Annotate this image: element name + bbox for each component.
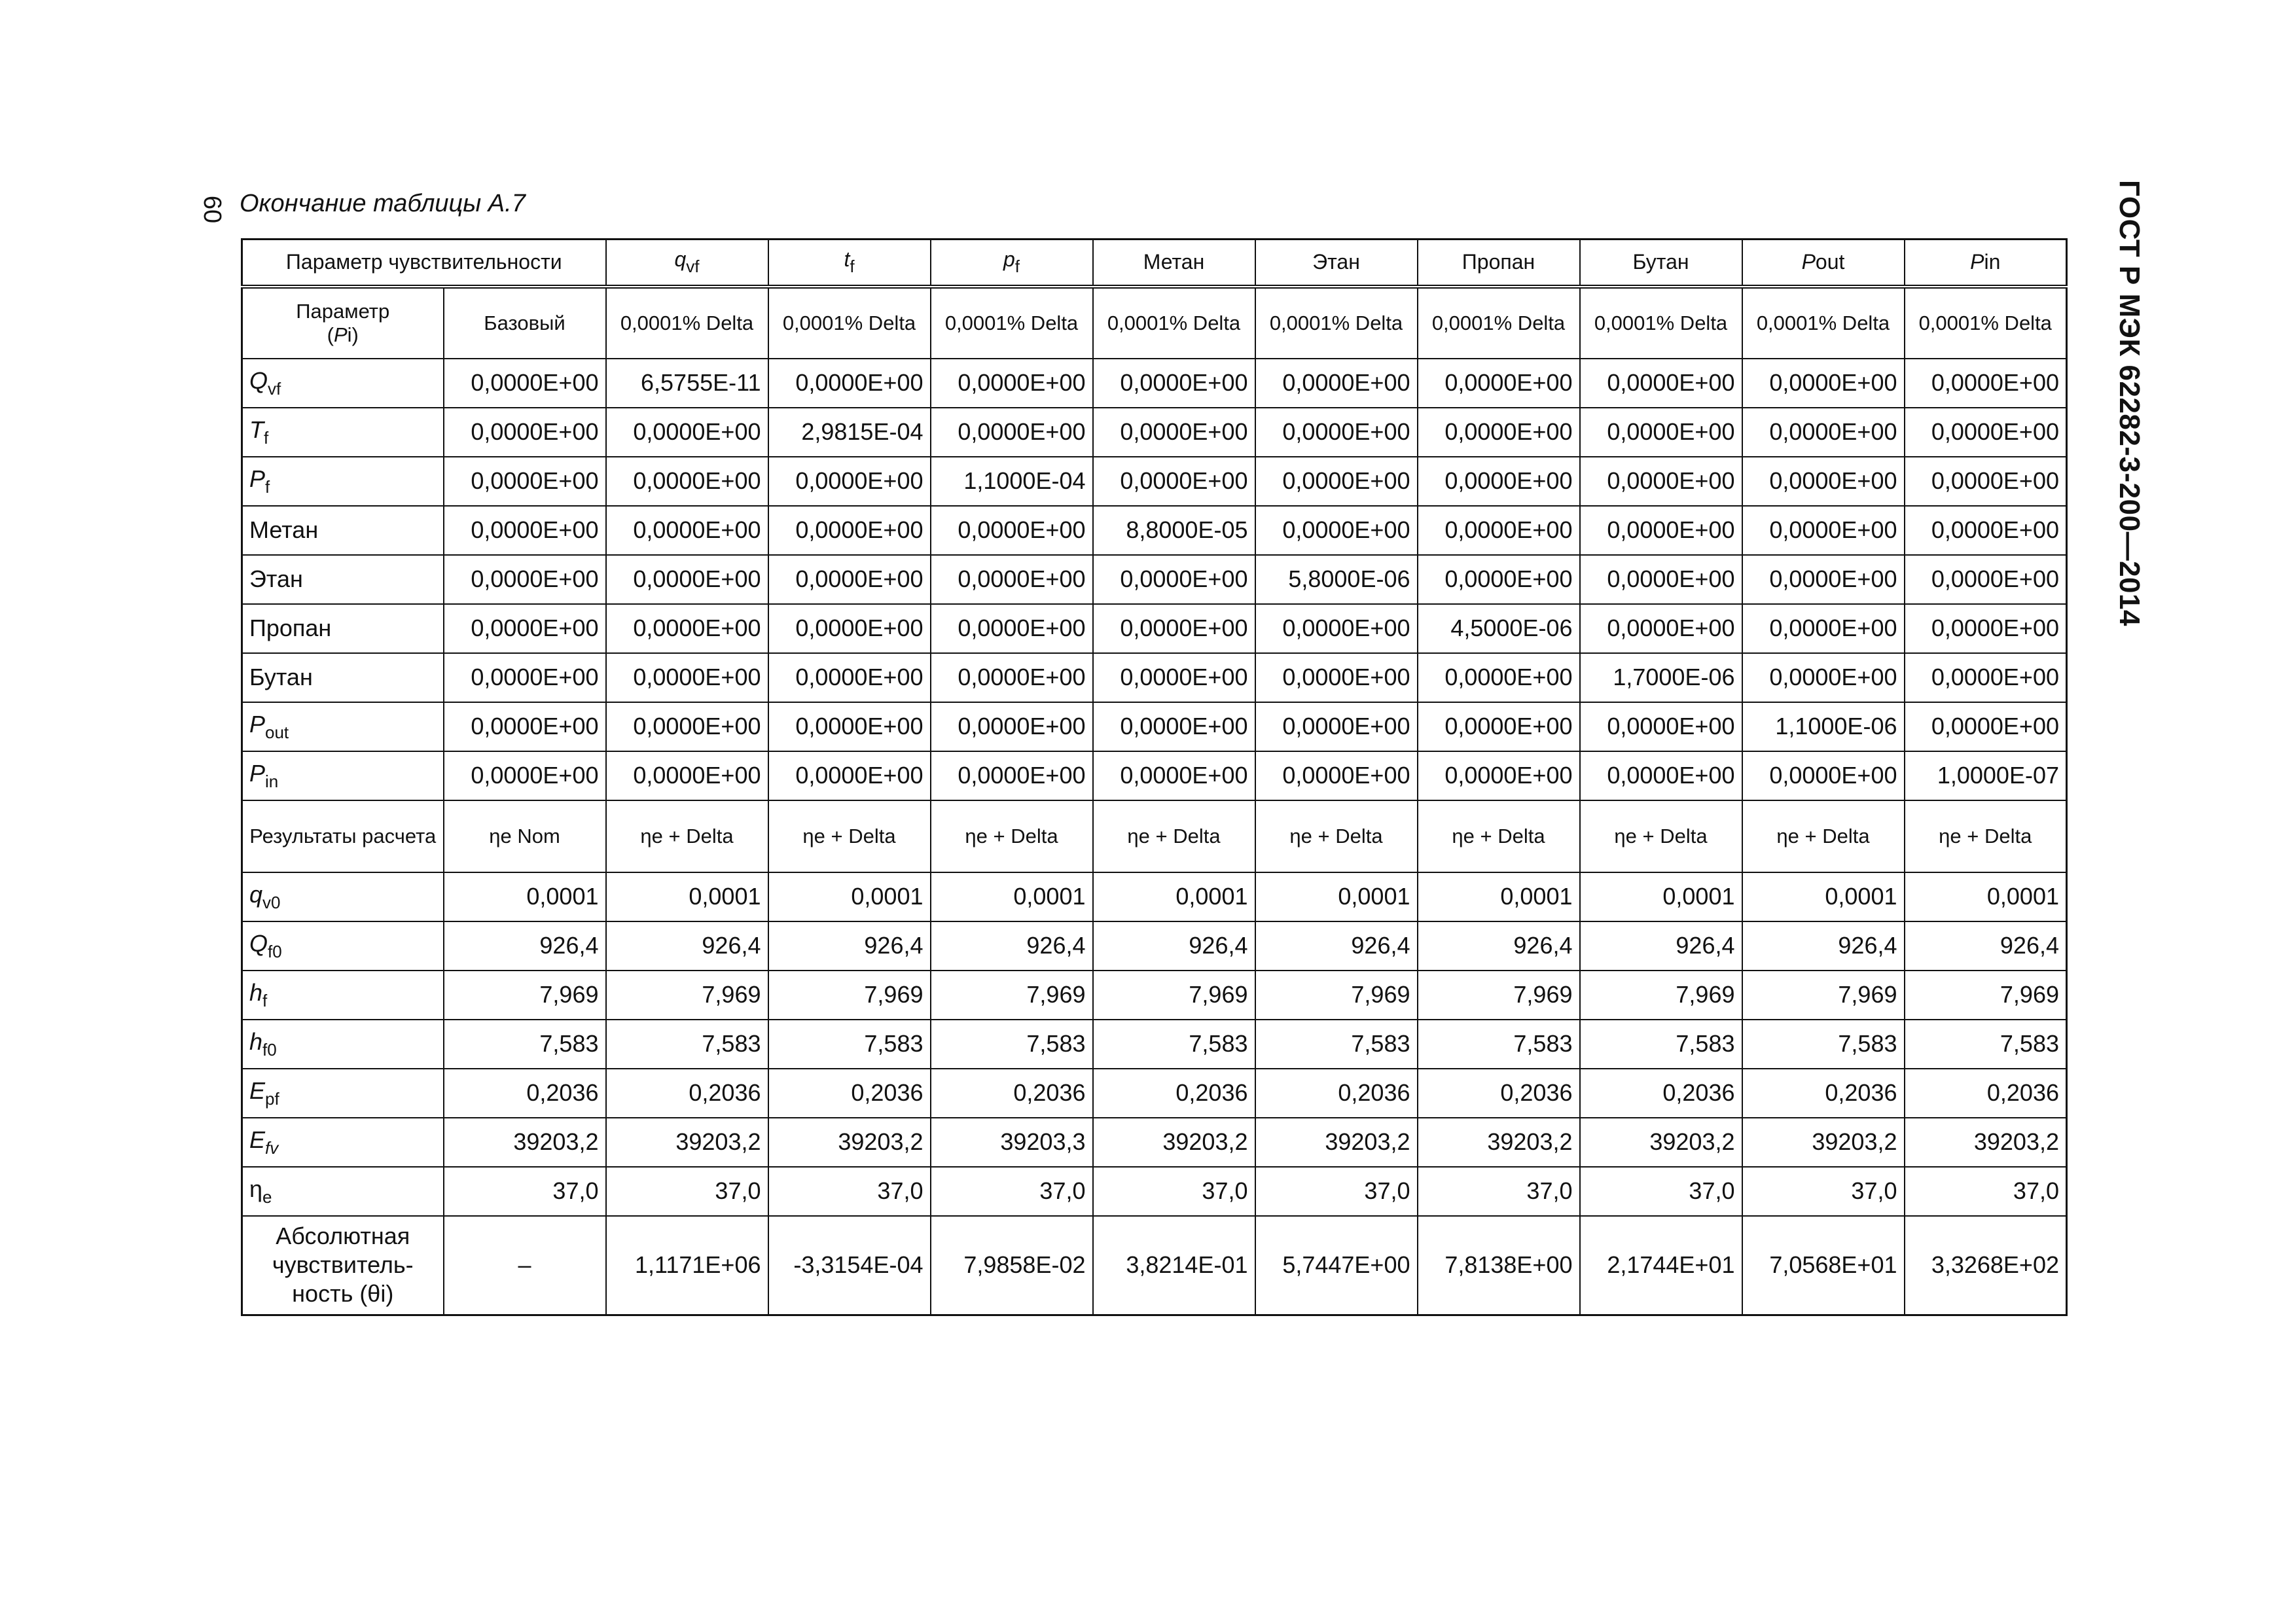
param-value: 0,0000E+00 bbox=[1742, 604, 1905, 653]
result-value: 926,4 bbox=[931, 921, 1093, 971]
param-value: 0,0000E+00 bbox=[1905, 506, 2067, 555]
result-row bbox=[242, 872, 2067, 921]
param-value: 0,0000E+00 bbox=[931, 702, 1093, 751]
param-value: 0,0000E+00 bbox=[1418, 751, 1580, 800]
result-value: 7,969 bbox=[1905, 971, 2067, 1020]
result-value: 7,583 bbox=[1742, 1020, 1905, 1069]
column-header: Пропан bbox=[1418, 240, 1580, 287]
page-number: 60 bbox=[198, 195, 226, 224]
param-value: 0,0000E+00 bbox=[931, 604, 1093, 653]
results-header-delta: ηe + Delta bbox=[1580, 800, 1742, 872]
result-value: 0,0001 bbox=[1255, 872, 1418, 921]
row-label-subscript: fv bbox=[265, 1137, 279, 1158]
result-value: 39203,2 bbox=[1093, 1118, 1255, 1167]
row-label-symbol: P bbox=[249, 759, 266, 787]
param-value: 0,0000E+00 bbox=[1255, 506, 1418, 555]
row-label-subscript: f0 bbox=[262, 1039, 277, 1060]
param-value: 1,1000E-06 bbox=[1742, 702, 1905, 751]
param-value: 0,0000E+00 bbox=[1093, 457, 1255, 506]
row-label-symbol: P bbox=[249, 465, 266, 492]
param-row bbox=[242, 751, 2067, 800]
column-header: Бутан bbox=[1580, 240, 1742, 287]
row-label: Метан bbox=[242, 506, 444, 555]
param-value: 0,0000E+00 bbox=[931, 751, 1093, 800]
param-value: 0,0000E+00 bbox=[1093, 359, 1255, 408]
header-row bbox=[242, 240, 2067, 287]
param-value: 0,0000E+00 bbox=[444, 555, 606, 604]
result-value: 7,583 bbox=[1418, 1020, 1580, 1069]
row-label-symbol: h bbox=[249, 1027, 263, 1055]
row-label-symbol: T bbox=[249, 416, 264, 443]
param-value: 0,0000E+00 bbox=[1418, 506, 1580, 555]
row-label-symbol: h bbox=[249, 978, 263, 1006]
param-value: 0,0000E+00 bbox=[768, 506, 931, 555]
row-label bbox=[242, 1020, 444, 1069]
param-value: 0,0000E+00 bbox=[1580, 457, 1742, 506]
param-value: 0,0000E+00 bbox=[1905, 702, 2067, 751]
column-header bbox=[768, 240, 931, 287]
result-value: 37,0 bbox=[444, 1167, 606, 1216]
column-subscript: f bbox=[850, 257, 855, 277]
param-value: 0,0000E+00 bbox=[1255, 457, 1418, 506]
result-value: 7,583 bbox=[1905, 1020, 2067, 1069]
param-value: 0,0000E+00 bbox=[1580, 604, 1742, 653]
param-value: 0,0000E+00 bbox=[444, 506, 606, 555]
sensitivity-value: 3,8214E-01 bbox=[1093, 1216, 1255, 1315]
result-value: 926,4 bbox=[768, 921, 931, 971]
param-value: 0,0000E+00 bbox=[1580, 555, 1742, 604]
result-value: 0,2036 bbox=[1905, 1069, 2067, 1118]
param-value: 0,0000E+00 bbox=[1418, 408, 1580, 457]
param-value: 0,0000E+00 bbox=[1905, 604, 2067, 653]
row-label-symbol: P bbox=[249, 710, 266, 738]
result-value: 7,969 bbox=[1255, 971, 1418, 1020]
result-value: 7,583 bbox=[1093, 1020, 1255, 1069]
param-value: 0,0000E+00 bbox=[1418, 359, 1580, 408]
result-value: 0,0001 bbox=[768, 872, 931, 921]
result-value: 7,969 bbox=[931, 971, 1093, 1020]
param-value: 0,0000E+00 bbox=[768, 751, 931, 800]
param-value: 0,0000E+00 bbox=[1255, 359, 1418, 408]
param-value: 0,0000E+00 bbox=[606, 408, 768, 457]
result-value: 37,0 bbox=[606, 1167, 768, 1216]
param-value: 8,8000E-05 bbox=[1093, 506, 1255, 555]
sensitivity-base: – bbox=[444, 1216, 606, 1315]
result-value: 37,0 bbox=[1742, 1167, 1905, 1216]
row-label bbox=[242, 457, 444, 506]
row-label: Пропан bbox=[242, 604, 444, 653]
result-value: 0,0001 bbox=[1580, 872, 1742, 921]
param-header-delta: 0,0001% Delta bbox=[768, 287, 931, 359]
param-value: 0,0000E+00 bbox=[1905, 408, 2067, 457]
row-label: Этан bbox=[242, 555, 444, 604]
row-label-subscript: f bbox=[265, 476, 270, 497]
param-header-delta: 0,0001% Delta bbox=[1255, 287, 1418, 359]
param-value: 0,0000E+00 bbox=[1093, 702, 1255, 751]
row-label-subscript: vf bbox=[268, 378, 281, 399]
result-value: 7,583 bbox=[931, 1020, 1093, 1069]
param-value: 0,0000E+00 bbox=[606, 751, 768, 800]
column-symbol: q bbox=[674, 247, 687, 272]
param-value: 0,0000E+00 bbox=[606, 506, 768, 555]
result-value: 926,4 bbox=[1093, 921, 1255, 971]
column-symbol: P bbox=[1801, 250, 1816, 274]
param-value: 0,0000E+00 bbox=[1580, 506, 1742, 555]
result-value: 39203,2 bbox=[1580, 1118, 1742, 1167]
column-header: Метан bbox=[1093, 240, 1255, 287]
param-value: 0,0000E+00 bbox=[1093, 751, 1255, 800]
column-symbol: p bbox=[1003, 247, 1015, 272]
result-value: 37,0 bbox=[1418, 1167, 1580, 1216]
result-value: 0,2036 bbox=[931, 1069, 1093, 1118]
column-symbol: P bbox=[1970, 250, 1984, 274]
param-value: 0,0000E+00 bbox=[444, 751, 606, 800]
result-value: 0,0001 bbox=[1742, 872, 1905, 921]
param-value: 0,0000E+00 bbox=[1742, 751, 1905, 800]
param-value: 6,5755E-11 bbox=[606, 359, 768, 408]
param-value: 0,0000E+00 bbox=[1742, 653, 1905, 702]
sensitivity-value: 7,9858E-02 bbox=[931, 1216, 1093, 1315]
row-label-subscript: pf bbox=[265, 1088, 279, 1109]
column-header bbox=[606, 240, 768, 287]
result-value: 39203,2 bbox=[1905, 1118, 2067, 1167]
param-value: 0,0000E+00 bbox=[1255, 604, 1418, 653]
sensitivity-value: 7,0568E+01 bbox=[1742, 1216, 1905, 1315]
standard-title: ГОСТ Р МЭК 62282-3-200—2014 bbox=[2113, 180, 2145, 626]
result-value: 37,0 bbox=[1580, 1167, 1742, 1216]
param-header-delta: 0,0001% Delta bbox=[1905, 287, 2067, 359]
param-value: 0,0000E+00 bbox=[1255, 751, 1418, 800]
param-value: 0,0000E+00 bbox=[1580, 359, 1742, 408]
param-value: 0,0000E+00 bbox=[606, 653, 768, 702]
param-header-base: Базовый bbox=[444, 287, 606, 359]
row-label-symbol: E bbox=[249, 1077, 266, 1104]
row-label-subscript: e bbox=[262, 1186, 272, 1207]
sensitivity-value: 5,7447E+00 bbox=[1255, 1216, 1418, 1315]
param-value: 0,0000E+00 bbox=[931, 653, 1093, 702]
param-value: 0,0000E+00 bbox=[1418, 555, 1580, 604]
result-value: 0,2036 bbox=[1093, 1069, 1255, 1118]
result-value: 0,0001 bbox=[931, 872, 1093, 921]
param-value: 0,0000E+00 bbox=[768, 604, 931, 653]
param-value: 0,0000E+00 bbox=[1742, 555, 1905, 604]
param-value: 0,0000E+00 bbox=[1093, 408, 1255, 457]
result-value: 7,969 bbox=[1742, 971, 1905, 1020]
param-value: 0,0000E+00 bbox=[1418, 702, 1580, 751]
result-value: 7,969 bbox=[444, 971, 606, 1020]
param-header-symbol: P bbox=[333, 323, 348, 346]
results-header-delta: ηe + Delta bbox=[931, 800, 1093, 872]
results-header-delta: ηe + Delta bbox=[1093, 800, 1255, 872]
row-label bbox=[242, 702, 444, 751]
param-row bbox=[242, 653, 2067, 702]
result-value: 7,583 bbox=[444, 1020, 606, 1069]
result-row bbox=[242, 1167, 2067, 1216]
param-value: 0,0000E+00 bbox=[1580, 751, 1742, 800]
param-value: 0,0000E+00 bbox=[444, 359, 606, 408]
param-value: 0,0000E+00 bbox=[1905, 555, 2067, 604]
result-value: 926,4 bbox=[1742, 921, 1905, 971]
result-value: 7,969 bbox=[606, 971, 768, 1020]
result-value: 39203,2 bbox=[1742, 1118, 1905, 1167]
param-value: 0,0000E+00 bbox=[768, 359, 931, 408]
result-value: 39203,2 bbox=[768, 1118, 931, 1167]
result-value: 7,969 bbox=[1580, 971, 1742, 1020]
param-value: 0,0000E+00 bbox=[768, 457, 931, 506]
param-value: 0,0000E+00 bbox=[1093, 555, 1255, 604]
result-value: 39203,3 bbox=[931, 1118, 1093, 1167]
row-label bbox=[242, 921, 444, 971]
row-label bbox=[242, 1167, 444, 1216]
result-value: 0,0001 bbox=[1905, 872, 2067, 921]
result-value: 39203,2 bbox=[444, 1118, 606, 1167]
row-label bbox=[242, 751, 444, 800]
header-label: Параметр чувствительности bbox=[242, 240, 606, 287]
result-value: 37,0 bbox=[768, 1167, 931, 1216]
param-value: 0,0000E+00 bbox=[1093, 604, 1255, 653]
result-value: 7,969 bbox=[1093, 971, 1255, 1020]
param-row bbox=[242, 359, 2067, 408]
param-value: 0,0000E+00 bbox=[768, 653, 931, 702]
param-value: 2,9815E-04 bbox=[768, 408, 931, 457]
param-row bbox=[242, 604, 2067, 653]
sensitivity-row bbox=[242, 1216, 2067, 1315]
results-header-delta: ηe + Delta bbox=[768, 800, 931, 872]
param-value: 1,0000E-07 bbox=[1905, 751, 2067, 800]
param-value: 0,0000E+00 bbox=[1905, 653, 2067, 702]
param-value: 0,0000E+00 bbox=[606, 702, 768, 751]
param-header-delta: 0,0001% Delta bbox=[1742, 287, 1905, 359]
param-value: 0,0000E+00 bbox=[444, 653, 606, 702]
param-value: 0,0000E+00 bbox=[1580, 702, 1742, 751]
sensitivity-value: 3,3268E+02 bbox=[1905, 1216, 2067, 1315]
param-value: 0,0000E+00 bbox=[1742, 359, 1905, 408]
param-row bbox=[242, 457, 2067, 506]
result-value: 37,0 bbox=[931, 1167, 1093, 1216]
row-label-symbol: E bbox=[249, 1126, 266, 1153]
table-caption: Окончание таблицы А.7 bbox=[240, 190, 526, 217]
result-value: 7,583 bbox=[1255, 1020, 1418, 1069]
row-label: Бутан bbox=[242, 653, 444, 702]
result-value: 0,2036 bbox=[1418, 1069, 1580, 1118]
result-value: 926,4 bbox=[1255, 921, 1418, 971]
result-value: 926,4 bbox=[1905, 921, 2067, 971]
result-value: 0,0001 bbox=[1093, 872, 1255, 921]
result-value: 0,2036 bbox=[1580, 1069, 1742, 1118]
row-label-subscript: f bbox=[264, 427, 269, 448]
param-value: 0,0000E+00 bbox=[444, 604, 606, 653]
result-value: 0,2036 bbox=[1742, 1069, 1905, 1118]
param-header-delta: 0,0001% Delta bbox=[606, 287, 768, 359]
result-value: 7,969 bbox=[1418, 971, 1580, 1020]
row-label-subscript: f bbox=[262, 990, 268, 1010]
param-value: 0,0000E+00 bbox=[931, 506, 1093, 555]
param-row bbox=[242, 506, 2067, 555]
result-row bbox=[242, 921, 2067, 971]
param-value: 0,0000E+00 bbox=[606, 555, 768, 604]
row-label bbox=[242, 872, 444, 921]
param-value: 0,0000E+00 bbox=[444, 457, 606, 506]
results-header-delta: ηe + Delta bbox=[1418, 800, 1580, 872]
sensitivity-value: 1,1171E+06 bbox=[606, 1216, 768, 1315]
result-value: 926,4 bbox=[444, 921, 606, 971]
result-value: 0,0001 bbox=[444, 872, 606, 921]
param-header-delta: 0,0001% Delta bbox=[931, 287, 1093, 359]
row-label bbox=[242, 971, 444, 1020]
column-header: Этан bbox=[1255, 240, 1418, 287]
results-header-delta: ηe + Delta bbox=[1742, 800, 1905, 872]
param-value: 0,0000E+00 bbox=[1093, 653, 1255, 702]
row-label bbox=[242, 1118, 444, 1167]
param-value: 0,0000E+00 bbox=[1580, 408, 1742, 457]
row-label bbox=[242, 408, 444, 457]
row-label bbox=[242, 1069, 444, 1118]
param-value: 0,0000E+00 bbox=[931, 359, 1093, 408]
param-value: 0,0000E+00 bbox=[768, 702, 931, 751]
results-header-delta: ηe + Delta bbox=[606, 800, 768, 872]
param-row bbox=[242, 408, 2067, 457]
column-symbol: t bbox=[844, 247, 850, 272]
result-value: 926,4 bbox=[1580, 921, 1742, 971]
column-header bbox=[931, 240, 1093, 287]
sensitivity-value: 2,1744E+01 bbox=[1580, 1216, 1742, 1315]
param-value: 0,0000E+00 bbox=[1255, 653, 1418, 702]
result-value: 7,583 bbox=[606, 1020, 768, 1069]
param-value: 4,5000E-06 bbox=[1418, 604, 1580, 653]
result-value: 39203,2 bbox=[1418, 1118, 1580, 1167]
param-value: 0,0000E+00 bbox=[931, 555, 1093, 604]
row-label-symbol: Q bbox=[249, 929, 268, 957]
result-row bbox=[242, 971, 2067, 1020]
result-value: 39203,2 bbox=[1255, 1118, 1418, 1167]
param-header-label: Параметр (Pi) bbox=[242, 287, 444, 359]
sensitivity-table bbox=[241, 238, 2068, 1316]
param-value: 0,0000E+00 bbox=[1905, 457, 2067, 506]
result-value: 0,2036 bbox=[768, 1069, 931, 1118]
row-label bbox=[242, 359, 444, 408]
param-header-delta: 0,0001% Delta bbox=[1580, 287, 1742, 359]
param-value: 0,0000E+00 bbox=[606, 457, 768, 506]
results-header-label: Результаты расчета bbox=[242, 800, 444, 872]
results-header-delta: ηe + Delta bbox=[1905, 800, 2067, 872]
row-label-symbol: Q bbox=[249, 366, 268, 394]
result-value: 7,583 bbox=[1580, 1020, 1742, 1069]
param-value: 0,0000E+00 bbox=[1418, 653, 1580, 702]
results-header-delta: ηe + Delta bbox=[1255, 800, 1418, 872]
param-value: 0,0000E+00 bbox=[1418, 457, 1580, 506]
result-value: 37,0 bbox=[1905, 1167, 2067, 1216]
param-header-delta: 0,0001% Delta bbox=[1418, 287, 1580, 359]
result-value: 7,583 bbox=[768, 1020, 931, 1069]
column-subscript: f bbox=[1014, 257, 1020, 277]
sensitivity-label: Абсолютная чувствитель-ность (θi) bbox=[242, 1216, 444, 1315]
param-value: 1,7000E-06 bbox=[1580, 653, 1742, 702]
result-value: 37,0 bbox=[1093, 1167, 1255, 1216]
sensitivity-value: 7,8138E+00 bbox=[1418, 1216, 1580, 1315]
results-header-nom: ηe Nom bbox=[444, 800, 606, 872]
param-header-row bbox=[242, 287, 2067, 359]
sensitivity-value: -3,3154E-04 bbox=[768, 1216, 931, 1315]
result-value: 0,0001 bbox=[606, 872, 768, 921]
result-value: 0,2036 bbox=[606, 1069, 768, 1118]
param-value: 0,0000E+00 bbox=[1255, 408, 1418, 457]
param-value: 0,0000E+00 bbox=[1905, 359, 2067, 408]
param-row bbox=[242, 702, 2067, 751]
column-header: Pout bbox=[1742, 240, 1905, 287]
param-row bbox=[242, 555, 2067, 604]
result-value: 37,0 bbox=[1255, 1167, 1418, 1216]
param-value: 0,0000E+00 bbox=[444, 702, 606, 751]
result-value: 39203,2 bbox=[606, 1118, 768, 1167]
row-label-subscript: f0 bbox=[268, 941, 282, 961]
row-label-subscript: in bbox=[265, 771, 279, 791]
result-value: 0,0001 bbox=[1418, 872, 1580, 921]
row-label-symbol: q bbox=[249, 880, 263, 908]
result-value: 7,969 bbox=[768, 971, 931, 1020]
row-label-symbol: η bbox=[249, 1175, 263, 1202]
param-value: 0,0000E+00 bbox=[768, 555, 931, 604]
param-value: 0,0000E+00 bbox=[606, 604, 768, 653]
param-value: 0,0000E+00 bbox=[1742, 506, 1905, 555]
param-header-delta: 0,0001% Delta bbox=[1093, 287, 1255, 359]
row-label-subscript: v0 bbox=[262, 892, 281, 912]
result-value: 926,4 bbox=[1418, 921, 1580, 971]
param-value: 0,0000E+00 bbox=[931, 408, 1093, 457]
param-value: 0,0000E+00 bbox=[1742, 457, 1905, 506]
param-value: 1,1000E-04 bbox=[931, 457, 1093, 506]
standard-title-area bbox=[2100, 180, 2159, 626]
row-label-subscript: out bbox=[265, 722, 289, 742]
param-value: 0,0000E+00 bbox=[444, 408, 606, 457]
param-value: 5,8000E-06 bbox=[1255, 555, 1418, 604]
column-header: Pin bbox=[1905, 240, 2067, 287]
result-value: 0,2036 bbox=[1255, 1069, 1418, 1118]
results-header-row bbox=[242, 800, 2067, 872]
result-value: 926,4 bbox=[606, 921, 768, 971]
result-row bbox=[242, 1118, 2067, 1167]
result-value: 0,2036 bbox=[444, 1069, 606, 1118]
column-subscript: vf bbox=[686, 257, 700, 277]
result-row bbox=[242, 1020, 2067, 1069]
param-value: 0,0000E+00 bbox=[1255, 702, 1418, 751]
result-row bbox=[242, 1069, 2067, 1118]
param-value: 0,0000E+00 bbox=[1742, 408, 1905, 457]
